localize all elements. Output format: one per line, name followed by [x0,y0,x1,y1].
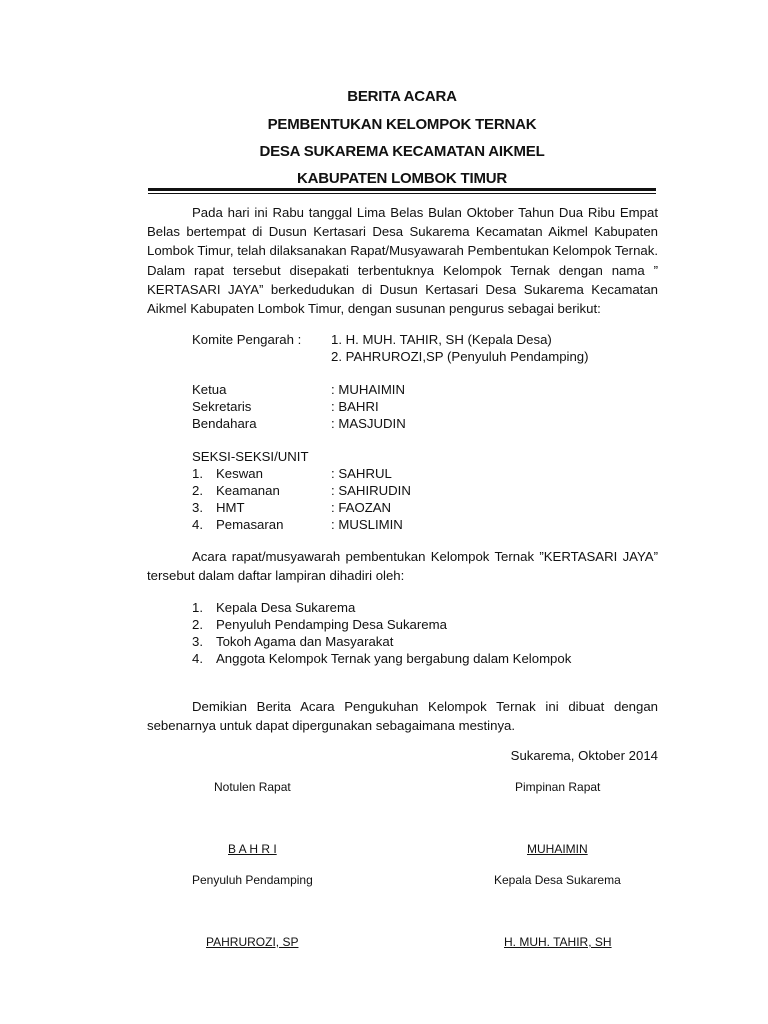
title-berita-acara: BERITA ACARA [347,88,457,105]
kades-title: Kepala Desa Sukarema [494,873,621,887]
name-sekretaris: : BAHRI [331,399,379,414]
seksi-unit-1: Keswan [216,466,263,481]
attendee-no-2: 2. [192,617,203,632]
role-bendahara: Bendahara [192,416,257,431]
attendee-4: Anggota Kelompok Ternak yang bergabung dalam Kelompok [216,651,572,666]
attendee-2: Penyuluh Pendamping Desa Sukarema [216,617,447,632]
seksi-name-4: : MUSLIMIN [331,517,403,532]
seksi-name-1: : SAHRUL [331,466,392,481]
role-sekretaris: Sekretaris [192,399,252,414]
komite-label: Komite Pengarah : [192,332,302,347]
name-ketua: : MUHAIMIN [331,382,405,397]
seksi-name-2: : SAHIRUDIN [331,483,411,498]
attendee-3: Tokoh Agama dan Masyarakat [216,634,394,649]
seksi-no-2: 2. [192,483,203,498]
header-rule-thick [148,188,656,191]
intro-paragraph: Pada hari ini Rabu tanggal Lima Belas Bulan Oktober Tahun Dua Ribu Empat Belas bertempat di Dusun Kertasari Desa Sukarema Kecamatan Aikmel Kabupaten Lombok Timur, telah dilaksanakan Rapat/Musyawarah Pembentukan Kelompok Ternak. Dalam rapat tersebut disepakati terbentuknya Kelompok Ternak dengan nama ” KERTASARI JAYA” berkedudukan di Dusun Kertasari Desa Sukarema Kecamatan Aikmel Kabupaten Lombok Timur, dengan susunan pengurus sebagai berikut: [147,205,658,317]
attendance-paragraph: Acara rapat/musyawarah pembentukan Kelompok Ternak ”KERTASARI JAYA” tersebut dalam daftar lampiran dihadiri oleh: [147,549,658,584]
role-ketua: Ketua [192,382,227,397]
title-pembentukan: PEMBENTUKAN KELOMPOK TERNAK [267,116,537,133]
pimpinan-title: Pimpinan Rapat [515,780,601,794]
title-desa: DESA SUKAREMA KECAMATAN AIKMEL [259,143,545,160]
kades-name: H. MUH. TAHIR, SH [504,935,612,949]
seksi-heading: SEKSI-SEKSI/UNIT [192,449,309,464]
penyuluh-title: Penyuluh Pendamping [192,873,313,887]
attendee-no-3: 3. [192,634,203,649]
seksi-unit-2: Keamanan [216,483,280,498]
seksi-name-3: : FAOZAN [331,500,392,515]
seksi-no-4: 4. [192,517,203,532]
name-bendahara: : MASJUDIN [331,416,406,431]
attendee-no-4: 4. [192,651,203,666]
komite-member-2: 2. PAHRUROZI,SP (Penyuluh Pendamping) [331,349,589,364]
komite-member-1: 1. H. MUH. TAHIR, SH (Kepala Desa) [331,332,552,347]
attendee-no-1: 1. [192,600,203,615]
header-rule-thin [148,193,656,194]
pimpinan-name: MUHAIMIN [527,842,588,856]
notulen-title: Notulen Rapat [214,780,291,794]
title-kabupaten: KABUPATEN LOMBOK TIMUR [296,170,508,187]
place-date: Sukarema, Oktober 2014 [510,748,658,763]
attendee-1: Kepala Desa Sukarema [216,600,356,615]
seksi-no-3: 3. [192,500,203,515]
seksi-no-1: 1. [192,466,203,481]
seksi-unit-4: Pemasaran [216,517,284,532]
penyuluh-name: PAHRUROZI, SP [206,935,299,949]
notulen-name: B A H R I [228,842,277,856]
closing-paragraph: Demikian Berita Acara Pengukuhan Kelompok Ternak ini dibuat dengan sebenarnya untuk dapat dipergunakan sebagaimana mestinya. [147,699,658,734]
seksi-unit-3: HMT [216,500,245,515]
